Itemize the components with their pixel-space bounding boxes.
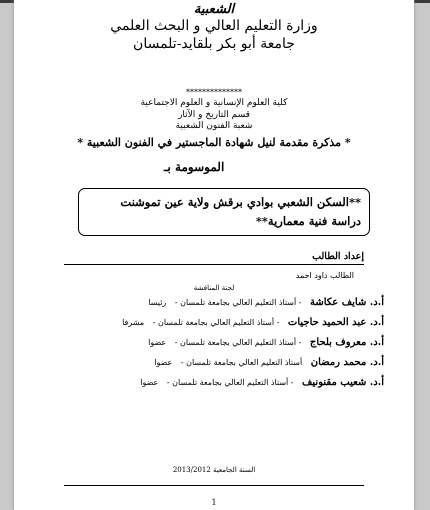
member-name: أ.د. عبد الحميد حاجيات [287,317,384,328]
ministry-name: وزارة التعليم العالي و البحث العلمي [110,18,318,34]
member-role: رئيسا [148,298,167,307]
committee-member [44,377,384,397]
thesis-title-line-2: دراسة فنية معمارية** [255,214,361,228]
member-role: عضوا [148,338,167,347]
footer-divider [64,485,364,486]
thesis-title-box [78,188,370,236]
member-role: عضوا [154,358,173,367]
member-affiliation: - أستاذ التعليم العالي بجامعة تلمسان - [174,338,302,347]
stars-separator: ************** [186,88,242,97]
member-role: عضوا [140,378,159,387]
university-name: جامعة أبو بكر بلقايد-تلمسان [133,36,295,52]
member-role: مشرفا [122,318,145,327]
member-name: أ.د. محمد رمضان [310,357,384,368]
student-name: الطالب داود احمد [295,271,354,280]
committee-member [44,297,384,317]
document-page [14,0,414,510]
thesis-title-line-1: **السكن الشعبي بوادي برقش ولاية عين تموشنت [120,195,361,209]
member-affiliation: أستاذ التعليم العالي بجامعة تلمسان - [180,358,303,367]
branch-name: شعبة الفنون الشعبية [175,121,253,131]
academic-year: السنة الجامعية 2013/2012 [172,466,256,474]
page-number: 1 [211,498,217,507]
committee-member [44,317,384,337]
member-affiliation: - أستاذ التعليم العالي بجامعة تلمسان - [174,298,302,307]
committee-member [44,337,384,357]
thesis-description: * مذكرة مقدمة لنيل شهادة الماجستير في الفنون الشعبية * [77,136,351,149]
member-name: أ.د. شعيب مقنونيف [302,377,384,388]
committee-members-list [44,297,384,397]
titled-label: الموسومة بـ [164,160,225,174]
member-name: أ.د. معروف بلحاج [309,337,384,348]
member-affiliation: - أستاذ التعليم العالي بجامعة تلمسان - [166,378,294,387]
department-name: قسم التاريخ و الآثار [178,110,250,120]
member-name: أ.د. شايف عكاشة [310,297,384,308]
divider-top [64,264,364,265]
committee-member [44,357,384,377]
header-line-top: الشعبية [193,2,235,17]
member-affiliation: - أستاذ التعليم العالي بجامعة تلمسان - [152,318,280,327]
student-section-label: إعداد الطالب [312,251,364,262]
committee-label: لجنة المناقشة [193,284,235,292]
faculty-name: كلية العلوم الإنسانية و العلوم الاجتماعية [140,98,288,108]
